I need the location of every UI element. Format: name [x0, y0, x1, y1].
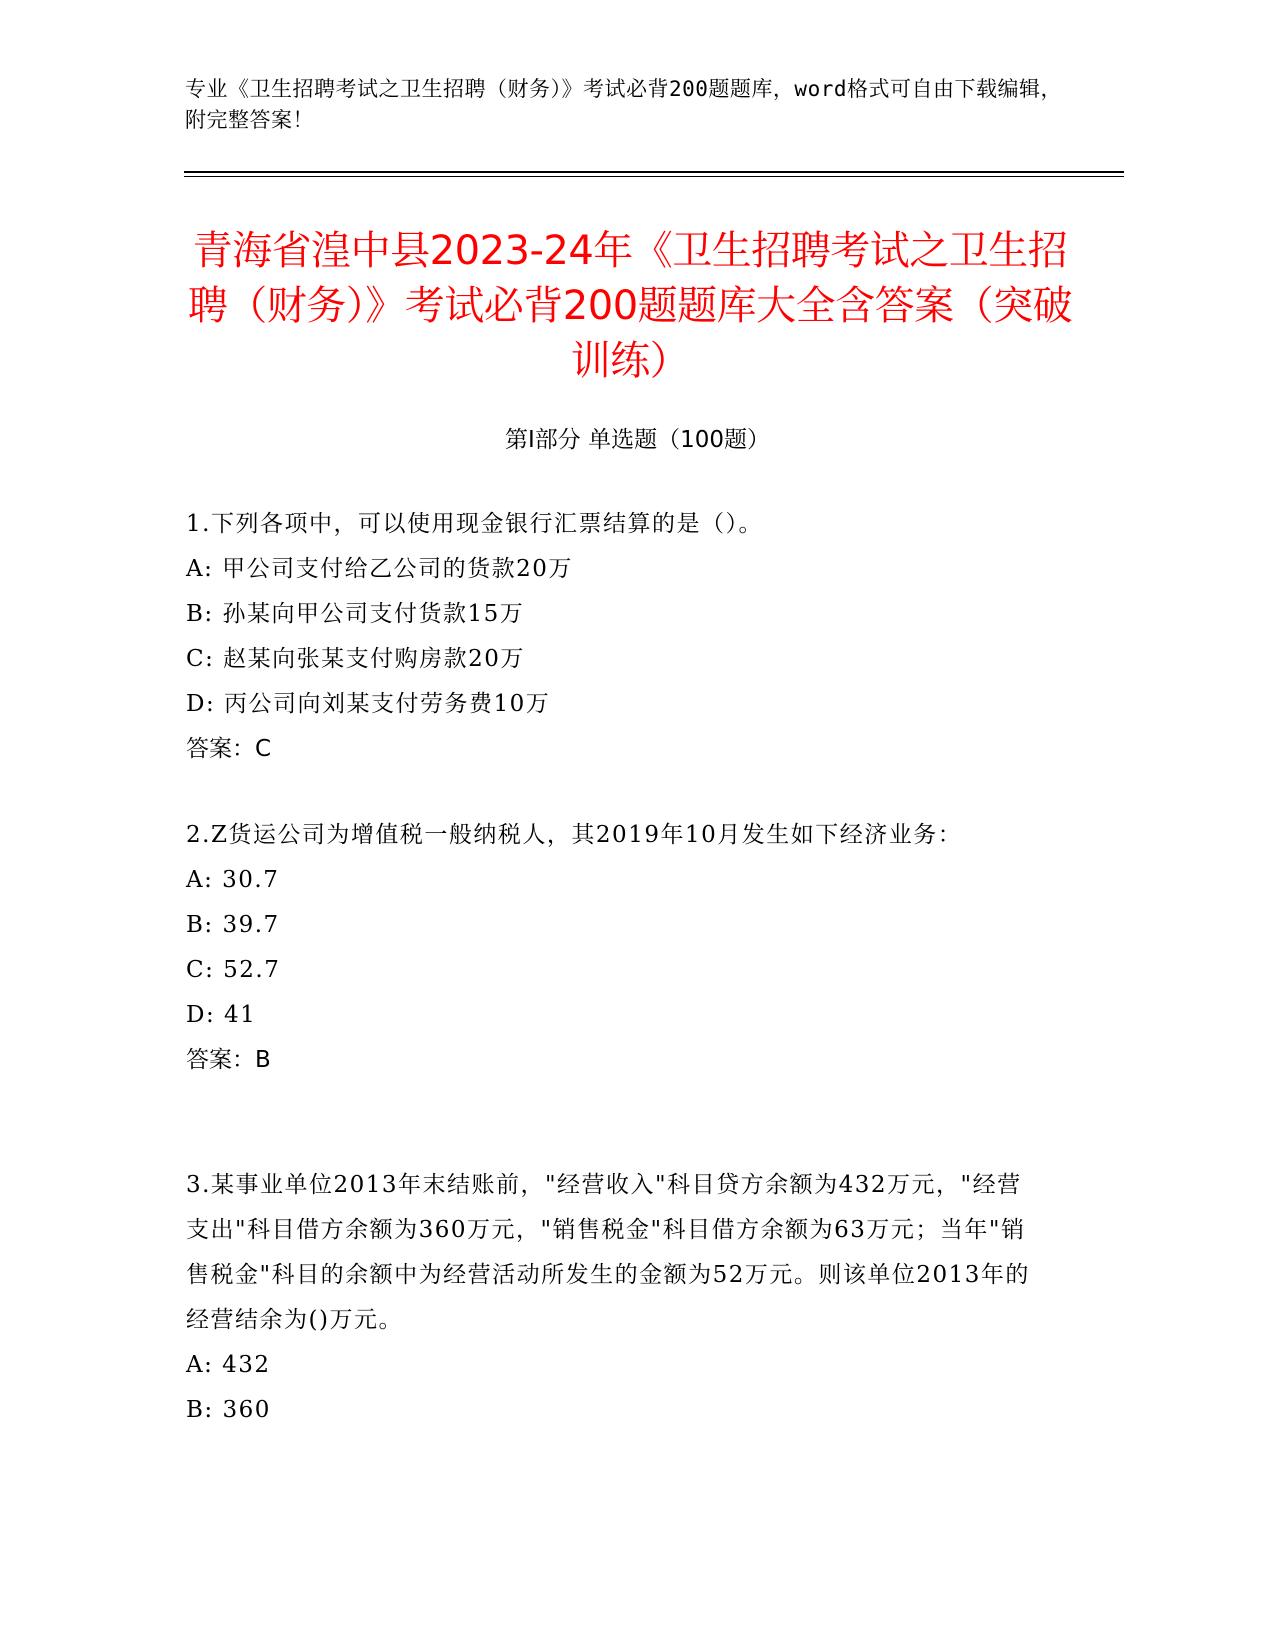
option-b: B: 360	[186, 1397, 271, 1423]
answer-line: 答案：B	[186, 1047, 271, 1073]
header-note: 专业《卫生招聘考试之卫生招聘（财务）》考试必背200题题库，word格式可自由下载编辑，附完整答案！	[185, 77, 1062, 132]
option-d: D: 41	[186, 1002, 257, 1028]
document-title: 青海省湟中县2023-24年《卫生招聘考试之卫生招聘（财务）》考试必背200题题库大全含答案（突破训练）	[187, 228, 1073, 384]
answer-line: 答案：C	[186, 736, 272, 762]
option-a: A: 甲公司支付给乙公司的货款20万	[186, 556, 573, 582]
question-text: 2.Z货运公司为增值税一般纳税人，其2019年10月发生如下经济业务：	[186, 822, 963, 848]
header-divider-thin	[184, 176, 1124, 177]
option-d: D: 丙公司向刘某支付劳务费10万	[186, 691, 551, 717]
option-a: A: 30.7	[186, 867, 280, 893]
option-b: B: 孙某向甲公司支付货款15万	[186, 601, 525, 627]
option-a: A: 432	[186, 1352, 271, 1378]
option-b: B: 39.7	[186, 912, 280, 938]
question-1	[186, 502, 1086, 772]
question-text: 1.下列各项中，可以使用现金银行汇票结算的是（）。	[186, 511, 763, 537]
option-c: C: 赵某向张某支付购房款20万	[186, 646, 525, 672]
header-divider-thick	[184, 171, 1124, 173]
option-c: C: 52.7	[186, 957, 281, 983]
section-heading: 第I部分 单选题（100题）	[505, 427, 770, 453]
question-2	[186, 813, 1046, 1083]
question-text: 3.某事业单位2013年末结账前，"经营收入"科目贷方余额为432万元，"经营支出"科目借方余额为360万元，"销售税金"科目借方余额为63万元；当年"销售税金"科目的余额中为经营活动所发生的金额为52万元。则该单位2013年的经营结余为()万元。	[186, 1172, 1030, 1333]
question-3	[186, 1163, 1046, 1433]
